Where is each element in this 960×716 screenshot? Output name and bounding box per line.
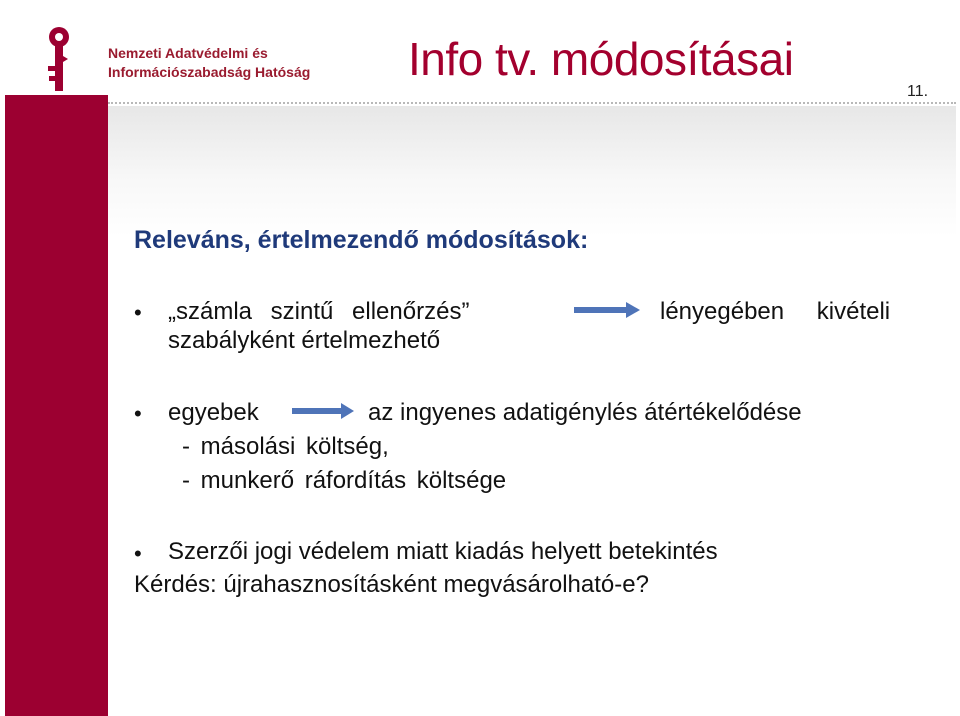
key-icon <box>44 26 74 94</box>
page-title: Info tv. módosításai <box>408 33 794 85</box>
brand-sidebar <box>5 95 108 716</box>
org-name-line1: Nemzeti Adatvédelmi és <box>108 45 268 61</box>
header-divider <box>108 102 956 104</box>
arrow-right-icon <box>574 300 640 320</box>
question-text: Kérdés: újrahasznosításként megvásárolható-e? <box>134 571 649 598</box>
bullet-1-right: lényegében kivételi <box>660 298 891 325</box>
org-name-line2: Információszabadság Hatóság <box>108 64 311 80</box>
bullet-1-left: „számla szintű ellenőrzés” <box>168 298 470 325</box>
bullet-marker: • <box>134 300 142 325</box>
page-number: 11. <box>907 83 929 100</box>
section-heading: Releváns, értelmezendő módosítások: <box>134 226 589 254</box>
bullet-2-sub-2: - munkerő ráfordítás költsége <box>182 467 507 494</box>
arrow-right-icon <box>292 402 354 420</box>
bullet-marker: • <box>134 541 142 566</box>
bullet-2-left: egyebek <box>168 399 259 426</box>
bullet-1-continuation: szabályként értelmezhető <box>168 327 441 354</box>
bullet-marker: • <box>134 401 142 426</box>
bullet-2-sub-1: - másolási költség, <box>182 433 389 460</box>
bullet-2-right: az ingyenes adatigénylés átértékelődése <box>368 399 802 426</box>
nav-logo <box>44 26 314 86</box>
bullet-3: Szerzői jogi védelem miatt kiadás helyett betekintés <box>168 538 718 565</box>
